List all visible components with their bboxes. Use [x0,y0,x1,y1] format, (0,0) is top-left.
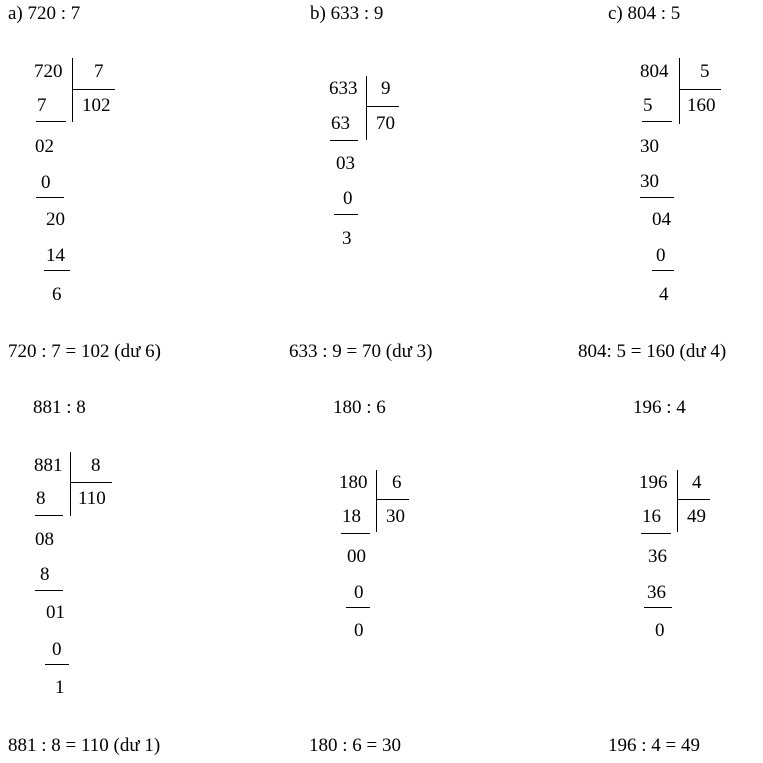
step-product: 0 [656,245,666,266]
dividend: 881 [34,455,63,476]
step-product: 0 [41,172,51,193]
dividend: 804 [640,61,669,82]
step-product: 18 [342,506,361,527]
quotient: 110 [78,488,106,509]
step-underline [641,533,671,534]
quotient: 49 [687,506,706,527]
step-remainder: 04 [652,209,671,230]
header-d: 881 : 8 [33,397,86,418]
step-product: 0 [52,639,62,660]
quotient: 30 [386,506,405,527]
result-c: 804: 5 = 160 (dư 4) [578,341,727,362]
division-bracket-horizontal [376,499,409,500]
step-remainder: 20 [46,209,65,230]
step-remainder: 01 [46,602,65,623]
division-bracket-vertical [679,58,680,124]
step-remainder: 30 [640,136,659,157]
result-d: 881 : 8 = 110 (dư 1) [8,735,161,756]
divisor: 8 [91,455,101,476]
division-bracket-horizontal [366,106,399,107]
step-product: 7 [37,95,47,116]
step-product: 5 [643,95,653,116]
quotient: 160 [687,95,716,116]
result-a: 720 : 7 = 102 (dư 6) [8,341,161,362]
step-underline [346,607,370,608]
step-remainder: 02 [35,136,54,157]
header-e: 180 : 6 [333,397,386,418]
step-underline [640,197,674,198]
quotient: 70 [376,113,395,134]
division-bracket-vertical [72,58,73,122]
step-underline [45,664,69,665]
step-underline [44,270,70,271]
header-a: a) 720 : 7 [8,3,81,24]
header-c: c) 804 : 5 [608,3,681,24]
divisor: 5 [700,61,710,82]
step-product: 0 [354,582,364,603]
divisor: 6 [392,472,402,493]
division-bracket-vertical [677,470,678,532]
step-underline [35,590,63,591]
step-product: 30 [640,171,659,192]
step-underline [36,121,66,122]
divisor: 7 [94,61,104,82]
final-remainder: 0 [655,620,665,641]
dividend: 180 [339,472,368,493]
divisor: 4 [692,472,702,493]
divisor: 9 [381,78,391,99]
step-underline [644,607,672,608]
division-bracket-horizontal [677,499,710,500]
step-underline [35,515,63,516]
division-bracket-horizontal [70,482,112,483]
step-underline [642,121,672,122]
final-remainder: 0 [354,620,364,641]
step-underline [341,533,370,534]
result-e: 180 : 6 = 30 [309,735,401,756]
step-remainder: 03 [336,153,355,174]
division-bracket-horizontal [72,89,115,90]
final-remainder: 3 [342,228,352,249]
division-bracket-vertical [366,76,367,140]
result-b: 633 : 9 = 70 (dư 3) [289,341,433,362]
step-product: 16 [642,506,661,527]
step-remainder: 08 [35,529,54,550]
division-bracket-vertical [376,470,377,532]
dividend: 196 [639,472,668,493]
final-remainder: 6 [52,284,62,305]
dividend: 633 [329,78,358,99]
step-product: 63 [331,113,350,134]
step-underline [36,197,64,198]
header-b: b) 633 : 9 [310,3,384,24]
final-remainder: 1 [55,677,65,698]
step-underline [334,214,358,215]
step-remainder: 00 [347,546,366,567]
step-remainder: 36 [648,546,667,567]
step-product: 14 [46,245,65,266]
header-f: 196 : 4 [633,397,686,418]
division-bracket-vertical [70,452,71,516]
quotient: 102 [82,95,111,116]
final-remainder: 4 [659,284,669,305]
dividend: 720 [34,61,63,82]
result-f: 196 : 4 = 49 [608,735,700,756]
step-underline [652,270,674,271]
division-bracket-horizontal [679,89,721,90]
step-product: 36 [647,582,666,603]
step-underline [330,140,358,141]
step-product: 0 [343,188,353,209]
step-product: 8 [40,564,50,585]
step-product: 8 [36,488,46,509]
